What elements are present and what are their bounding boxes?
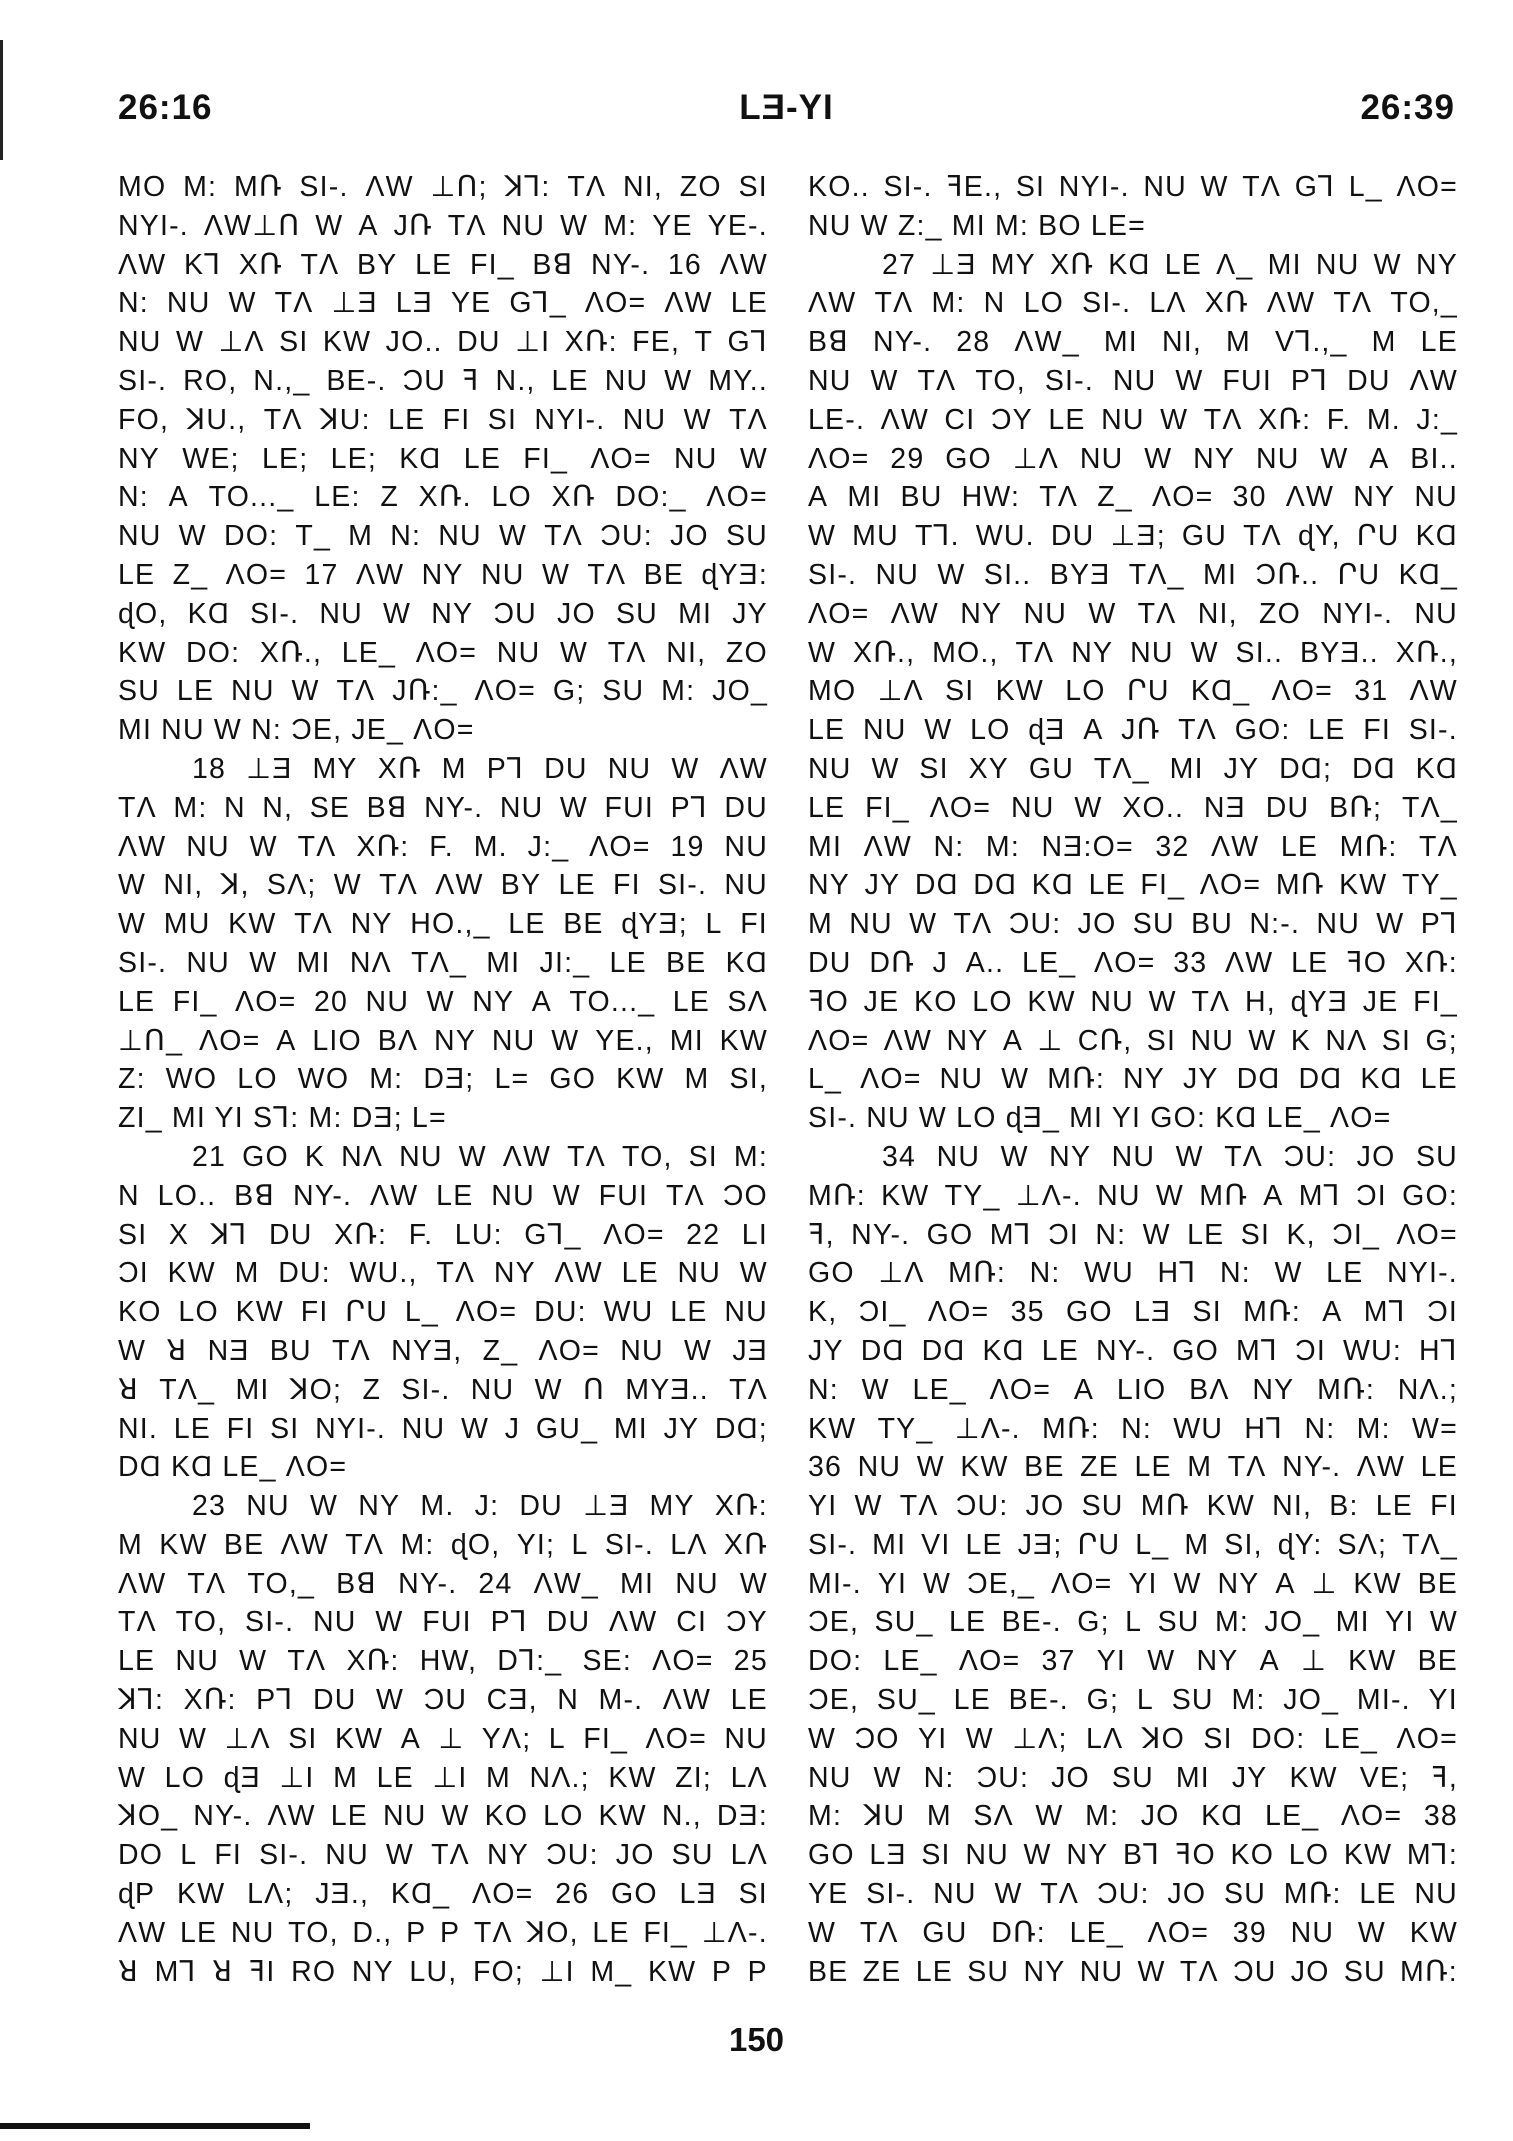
text-line: KO LO KW FI ՐU L_ ɅO= DU: WU LE NU (118, 1296, 768, 1329)
text-line: W TɅ GU DՌ: LE_ ɅO= 39 NU W KW (808, 1916, 1458, 1949)
text-line: KW DO: XՌ., LE_ ɅO= NU W TɅ NI, ZO (118, 636, 768, 669)
text-line: SI-. NU W MI NɅ TɅ_ MI JI:_ LE BE KⱭ (118, 946, 768, 979)
text-line: ꓘꓶ: XՌ: Pꓶ DU W ƆU CƎ, N M-. ɅW LE (118, 1684, 768, 1717)
text-line: SI-. NU W LO ɖƎ_ MI YI GO: KⱭ LE_ ɅO= (808, 1102, 1392, 1135)
text-line: 36 NU W KW BE ZE LE M TɅ NY-. ɅW LE (808, 1451, 1458, 1484)
text-line: 34 NU W NY NU W TɅ ƆU: JO SU (882, 1140, 1458, 1173)
text-line: W ꓤ NƎ BU TɅ NYƎ, Z_ ɅO= NU W JƎ (118, 1334, 768, 1367)
text-line: SU LE NU W TɅ JՌ:_ ɅO= G; SU M: JO_ (118, 675, 768, 708)
text-line: K, ƆI_ ɅO= 35 GO LƎ SI MՌ: A Mꓶ ƆI (808, 1296, 1458, 1329)
text-line: MO ⊥Ʌ SI KW LO ՐU KⱭ_ ɅO= 31 ɅW (808, 675, 1458, 708)
text-line: SI-. RO, N.,_ BE-. ƆU ꟻ N., LE NU W MY.. (118, 364, 768, 397)
text-line: LE NU W TɅ XՌ: HW, Dꓶ:_ SE: ɅO= 25 (118, 1645, 768, 1678)
text-line: MI NU W N: ƆE, JE_ ɅO= (118, 714, 475, 747)
text-line: ɅO= ɅW NY NU W TɅ NI, ZO NYI-. NU (808, 597, 1458, 630)
text-line: W MU KW TɅ NY HO.,_ LE BE ɖYƎ; L FI (118, 908, 768, 941)
text-line: N: A TO..._ LE: Z XՌ. LO XՌ DO:_ ɅO= (118, 481, 768, 514)
text-line: N: W LE_ ɅO= A LIO BɅ NY MՌ: NɅ.; (808, 1373, 1458, 1406)
text-line: DO L FI SI-. NU W TɅ NY ƆU: JO SU LɅ (118, 1839, 768, 1872)
header-chapter-start: 26:16 (118, 88, 213, 127)
text-line: W LO ɖƎ ⊥I M LE ⊥I M NɅ.; KW ZI; LɅ (118, 1761, 768, 1794)
text-column-left (118, 168, 768, 1991)
text-line: MO M: MՌ SI-. ɅW ⊥Ո; ꓘꓶ: TɅ NI, ZO SI (118, 171, 768, 203)
text-line: W ƆO YI W ⊥Ʌ; LɅ ꓘO SI DO: LE_ ɅO= (808, 1722, 1458, 1755)
text-line: ɅW Kꓶ XՌ TɅ BY LE FI_ Bꓭ NY-. 16 ɅW (118, 248, 768, 281)
text-line: LE NU W LO ɖƎ A JՌ TɅ GO: LE FI SI-. (808, 714, 1458, 747)
text-line: Z: WO LO WO M: DƎ; L= GO KW M SI, (118, 1063, 768, 1096)
text-line: 27 ⊥Ǝ MY XՌ KⱭ LE Ʌ_ MI NU W NY (882, 248, 1458, 281)
text-line: DⱭ KⱭ LE_ ɅO= (118, 1451, 348, 1484)
text-line: NU W SI XY GU TɅ_ MI JY DⱭ; DⱭ KⱭ (808, 752, 1458, 785)
text-line: LE FI_ ɅO= 20 NU W NY A TO..._ LE SɅ (118, 985, 768, 1018)
text-line: 21 GO K NɅ NU W ɅW TɅ TO, SI M: (192, 1140, 768, 1173)
text-line: W MU Tꓶ. WU. DU ⊥Ǝ; GU TɅ ɖY, ՐU KⱭ (808, 520, 1458, 553)
text-line: FO, ꓘU., TɅ ꓘU: LE FI SI NYI-. NU W TɅ (118, 403, 768, 436)
text-line: LE FI_ ɅO= NU W XO.. NƎ DU BՌ; TɅ_ (808, 791, 1458, 824)
text-line: NY WE; LE; LE; KⱭ LE FI_ ɅO= NU W (118, 442, 768, 475)
text-line: ɅW NU W TɅ XՌ: F. M. J:_ ɅO= 19 NU (118, 830, 768, 863)
text-line: NI. LE FI SI NYI-. NU W J GU_ MI JY DⱭ; (118, 1412, 768, 1445)
text-line: BE ZE LE SU NY NU W TɅ ƆU JO SU MՌ: (808, 1955, 1458, 1988)
text-line: NU W Z:_ MI M: BO LE= (808, 209, 1146, 242)
text-line: M NU W TɅ ƆU: JO SU BU N:-. NU W Pꓶ (808, 908, 1458, 941)
text-line: YE SI-. NU W TɅ ƆU: JO SU MՌ: LE NU (808, 1878, 1458, 1911)
text-line: KO.. SI-. ꟻE., SI NYI-. NU W TɅ Gꓶ L_ ɅO= (808, 171, 1458, 203)
text-column-right (808, 168, 1458, 1991)
text-line: ꓘO_ NY-. ɅW LE NU W KO LO KW N., DƎ: (118, 1800, 768, 1833)
text-line: GO LƎ SI NU W NY Bꓶ ꟻO KO LO KW Mꓶ: (808, 1839, 1458, 1872)
text-line: ɅO= 29 GO ⊥Ʌ NU W NY NU W A BI.. (808, 442, 1458, 475)
text-line: ɅW TɅ M: N LO SI-. LɅ XՌ ɅW TɅ TO,_ (808, 287, 1458, 320)
text-line: JY DⱭ DⱭ KⱭ LE NY-. GO Mꓶ ƆI WU: Hꓶ (808, 1334, 1458, 1367)
text-line: N LO.. Bꓭ NY-. ɅW LE NU W FUI TɅ ƆO (118, 1179, 768, 1212)
text-line: SI X ꓘꓶ DU XՌ: F. LU: Gꓶ_ ɅO= 22 LI (118, 1218, 768, 1251)
text-line: ɅW TɅ TO,_ Bꓭ NY-. 24 ɅW_ MI NU W (118, 1567, 768, 1600)
text-line: N: NU W TɅ ⊥Ǝ LƎ YE Gꓶ_ ɅO= ɅW LE (118, 287, 768, 320)
text-line: ꓤ Mꓶ ꓤ ꟻI RO NY LU, FO; ⊥I M_ KW P P (118, 1955, 768, 1988)
text-line: 23 NU W NY M. J: DU ⊥Ǝ MY XՌ: (192, 1490, 768, 1523)
text-line: SI-. MI VI LE JƎ; ՐU L_ M SI, ɖY: SɅ; TɅ_ (808, 1528, 1458, 1561)
text-line: LE Z_ ɅO= 17 ɅW NY NU W TɅ BE ɖYƎ: (118, 558, 768, 591)
text-line: ƆE, SU_ LE BE-. G; L SU M: JO_ MI YI W (808, 1606, 1458, 1639)
scan-edge-mark (0, 40, 3, 160)
text-line: TɅ M: N N, SE Bꓭ NY-. NU W FUI Pꓶ DU (118, 791, 768, 824)
text-line: ⊥Ո_ ɅO= A LIO BɅ NY NU W YE., MI KW (118, 1024, 768, 1057)
text-line: YI W TɅ ƆU: JO SU MՌ KW NI, B: LE FI (808, 1490, 1458, 1523)
text-line: ꟻ, NY-. GO Mꓶ ƆI N: W LE SI K, ƆI_ ɅO= (808, 1218, 1458, 1251)
header-chapter-end: 26:39 (1360, 88, 1455, 127)
text-line: ꓤ TɅ_ MI ꓘO; Z SI-. NU W Ո MYƎ.. TɅ (118, 1373, 768, 1406)
text-line: DU DՌ J A.. LE_ ɅO= 33 ɅW LE ꟻO XՌ: (808, 946, 1458, 979)
text-line: SI-. NU W SI.. BYƎ TɅ_ MI ƆՌ.. ՐU KⱭ_ (808, 558, 1458, 591)
text-line: W XՌ., MO., TɅ NY NU W SI.. BYƎ.. XՌ., (808, 636, 1458, 669)
text-line: ZI_ MI YI Sꓶ: M: DƎ; L= (118, 1102, 447, 1135)
text-line: TɅ TO, SI-. NU W FUI Pꓶ DU ɅW CI ƆY (118, 1606, 768, 1639)
text-line: L_ ɅO= NU W MՌ: NY JY DⱭ DⱭ KⱭ LE (808, 1063, 1458, 1096)
page-number: 150 (728, 2021, 785, 2058)
text-line: MI-. YI W ƆE,_ ɅO= YI W NY A ⊥ KW BE (808, 1567, 1458, 1600)
text-line: NU W ⊥Ʌ SI KW A ⊥ YɅ; L FI_ ɅO= NU (118, 1722, 768, 1755)
text-line: NY JY DⱭ DⱭ KⱭ LE FI_ ɅO= MՌ KW TY_ (808, 869, 1458, 902)
text-line: MI ɅW N: M: NƎ:O= 32 ɅW LE MՌ: TɅ (808, 830, 1458, 863)
text-line: DO: LE_ ɅO= 37 YI W NY A ⊥ KW BE (808, 1645, 1458, 1678)
text-line: MՌ: KW TY_ ⊥Ʌ-. NU W MՌ A Mꓶ ƆI GO: (808, 1179, 1458, 1212)
text-line: NYI-. ɅW⊥Ո W A JՌ TɅ NU W M: YE YE-. (118, 209, 768, 242)
text-line: M KW BE ɅW TɅ M: ɖO, YI; L SI-. LɅ XՌ (118, 1528, 768, 1561)
running-header (118, 88, 1455, 138)
text-line: Bꓭ NY-. 28 ɅW_ MI NI, M Vꓶ.,_ M LE (808, 326, 1458, 359)
text-line: LE-. ɅW CI ƆY LE NU W TɅ XՌ: F. M. J:_ (808, 403, 1458, 436)
text-line: ꟻO JE KO LO KW NU W TɅ H, ɖYƎ JE FI_ (808, 985, 1458, 1018)
text-line: ƆI KW M DU: WU., TɅ NY ɅW LE NU W (118, 1257, 768, 1290)
text-line: KW TY_ ⊥Ʌ-. MՌ: N: WU Hꓶ N: M: W= (808, 1412, 1458, 1445)
text-line: NU W ⊥Ʌ SI KW JO.. DU ⊥I XՌ: FE, T Gꓶ (118, 326, 768, 359)
text-line: NU W N: ƆU: JO SU MI JY KW VE; ꟻ, (808, 1761, 1458, 1794)
text-line: NU W DO: T_ M N: NU W TɅ ƆU: JO SU (118, 520, 768, 553)
text-line: ɅO= ɅW NY A ⊥ CՌ, SI NU W K NɅ SI G; (808, 1024, 1458, 1057)
text-line: ɖO, KⱭ SI-. NU W NY ƆU JO SU MI JY (118, 597, 768, 630)
text-line: NU W TɅ TO, SI-. NU W FUI Pꓶ DU ɅW (808, 364, 1458, 397)
text-line: A MI BU HW: TɅ Z_ ɅO= 30 ɅW NY NU (808, 481, 1458, 514)
text-line: M: ꓘU M SɅ W M: JO KⱭ LE_ ɅO= 38 (808, 1800, 1458, 1833)
text-line: GO ⊥Ʌ MՌ: N: WU Hꓶ N: W LE NYI-. (808, 1257, 1458, 1290)
text-line: ɅW LE NU TO, D., P P TɅ ꓘO, LE FI_ ⊥Ʌ-. (118, 1916, 768, 1949)
header-book-title: LƎ-YI (739, 88, 834, 127)
text-line: ƆE, SU_ LE BE-. G; L SU M: JO_ MI-. YI (808, 1684, 1458, 1717)
text-line: W NI, ꓘ, SɅ; W TɅ ɅW BY LE FI SI-. NU (118, 869, 768, 902)
text-line: ɖP KW LɅ; JƎ., KⱭ_ ɅO= 26 GO LƎ SI (118, 1878, 768, 1911)
bottom-rule (0, 2123, 310, 2129)
text-line: 18 ⊥Ǝ MY XՌ M Pꓶ DU NU W ɅW (192, 752, 768, 785)
